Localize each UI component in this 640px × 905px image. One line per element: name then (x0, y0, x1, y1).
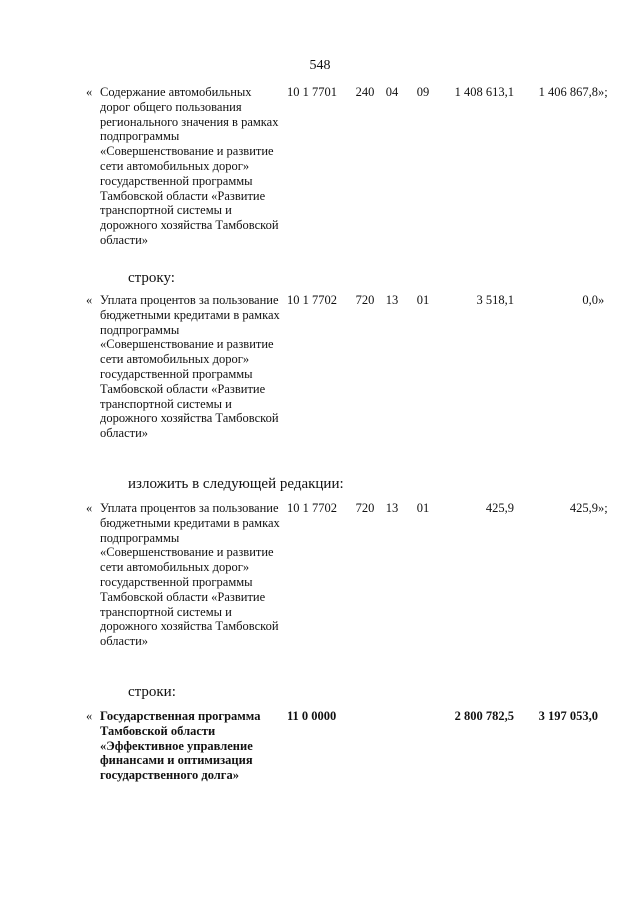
page-number: 548 (309, 58, 331, 73)
opening-quote: « (86, 501, 93, 515)
instruction-line: строку: (128, 270, 175, 286)
amount-year-1: 425,9 (485, 501, 514, 515)
instruction-lines: строки: (128, 684, 176, 700)
opening-quote: « (86, 709, 93, 723)
section-code: 04 (385, 85, 399, 99)
row-name: Государственная программа Тамбовской области «Эффективное управление финансами и оптимизация государственного долга» (100, 709, 261, 783)
section-code: 13 (385, 293, 399, 307)
expense-type-code: 240 (355, 85, 375, 99)
row-name: Уплата процентов за пользование бюджетными кредитами в рамках подпрограммы «Совершенствование и развитие сети автомобильных дорог» государственной программы Тамбовской области «Развитие транспортной системы и дорожного хозяйства Тамбовской области» (100, 501, 280, 649)
subsection-code: 09 (416, 85, 430, 99)
target-code: 10 1 7702 (287, 293, 337, 307)
expense-type-code: 720 (355, 501, 375, 515)
opening-quote: « (86, 85, 93, 99)
amount-year-1: 1 408 613,1 (454, 85, 514, 99)
row-name: Уплата процентов за пользование бюджетными кредитами в рамках подпрограммы «Совершенствование и развитие сети автомобильных дорог» государственной программы Тамбовской области «Развитие транспортной системы и дорожного хозяйства Тамбовской области» (100, 293, 280, 441)
amount-year-1: 2 800 782,5 (454, 709, 514, 723)
target-code: 10 1 7702 (287, 501, 337, 515)
section-code: 13 (385, 501, 399, 515)
subsection-code: 01 (416, 501, 430, 515)
closing-quote: »; (598, 501, 608, 515)
amount-year-1: 3 518,1 (476, 293, 514, 307)
amount-year-2: 0,0 (582, 293, 598, 307)
instruction-edit: изложить в следующей редакции: (128, 476, 344, 492)
closing-quote: » (598, 293, 605, 307)
row-name: Содержание автомобильных дорог общего пользования регионального значения в рамках подпрограммы «Совершенствование и развитие сети автомобильных дорог» государственной программы Тамбовской области «Развитие транспортной системы и дорожного хозяйства Тамбовской области» (100, 85, 279, 247)
subsection-code: 01 (416, 293, 430, 307)
amount-year-2: 1 406 867,8 (538, 85, 598, 99)
amount-year-2: 425,9 (569, 501, 598, 515)
target-code: 11 0 0000 (287, 709, 337, 723)
target-code: 10 1 7701 (287, 85, 337, 99)
opening-quote: « (86, 293, 93, 307)
closing-quote: »; (598, 85, 608, 99)
amount-year-2: 3 197 053,0 (538, 709, 598, 723)
expense-type-code: 720 (355, 293, 375, 307)
